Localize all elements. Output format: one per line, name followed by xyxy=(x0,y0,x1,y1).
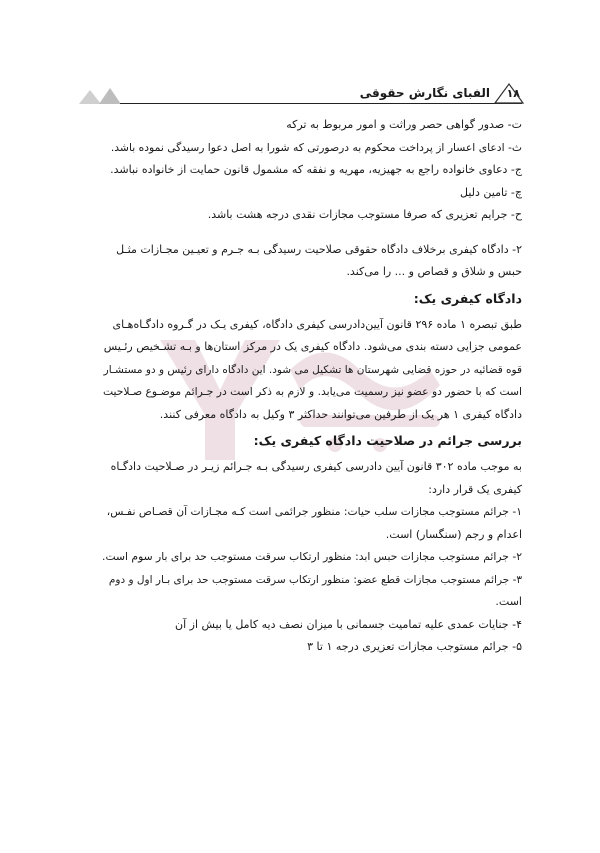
paragraph-line: عمومی جزایی دسته بندی می‌شود. دادگاه کیفری یک در مرکز استان‌ها و بـه تشـخیص رئـیس xyxy=(103,340,522,353)
book-title: الفبای نگارش حقوقی xyxy=(359,86,490,100)
paragraph-line: طبق تبصره ۱ ماده ۲۹۶ قانون آیین‌دادرسی کیفری دادگاه، کیفری یـک در گـروه دادگـاه‌هـای xyxy=(112,317,522,331)
header-rule xyxy=(120,103,522,104)
paragraph-line: ۲- دادگاه کیفری برخلاف دادگاه حقوقی صلاحیت رسیدگی بـه جـرم و تعیـین مجـازات مثـل xyxy=(116,242,522,256)
list-item: اعدام و رجم (سنگسار) است. xyxy=(385,527,522,541)
list-item: ۳- جرائم مستوجب مجازات قطع عضو: منظور ارتکاب سرقت مستوجب حد برای بـار اول و دوم xyxy=(108,573,522,586)
section-heading: دادگاه کیفری یک: xyxy=(413,290,522,306)
list-item: ث- ادعای اعسار از پرداخت محکوم به درصورتی که شورا به اصل دعوا رسیدگی نموده باشد. xyxy=(110,140,522,154)
list-item: ت- صدور گواهی حصر وراثت و امور مربوط به ترکه xyxy=(286,118,522,131)
page-body xyxy=(102,114,522,659)
list-item: ح- جرایم تعزیری که صرفا مستوجب مجازات نقدی درجه هشت باشد. xyxy=(207,208,522,221)
paragraph-line: قوه قضائیه در حوزه قضایی شهرستان ها تشکیل می شود. این دادگاه دارای رئیس و دو مستشـار xyxy=(103,363,522,376)
list-item: ۲- جرائم مستوجب مجازات حبس ابد: منظور ارتکاب سرقت مستوجب حد برای بار سوم است. xyxy=(102,550,522,563)
page-number: ۱۸ xyxy=(506,87,520,100)
triangle-ornament-icon xyxy=(79,88,123,104)
paragraph-line: حبس و شلاق و قصاص و ... را می‌کند. xyxy=(346,265,522,278)
list-item: ۱- جرائم مستوجب مجازات سلب حیات: منظور جرائمی است کـه مجـازات آن قصـاص نفـس، xyxy=(106,505,522,518)
list-item: است. xyxy=(495,595,522,608)
paragraph-line: است که با حضور دو عضو نیز رسمیت می‌یابد. و لازم به ذکر است در جـرائم موضـوع صـلاحیت xyxy=(102,385,522,398)
list-item: چ- تامین دلیل xyxy=(460,185,522,199)
list-item: ۵- جرائم مستوجب مجازات تعزیری درجه ۱ تا ۳ xyxy=(307,640,522,653)
section-heading: بررسی جرائم در صلاحیت دادگاه کیفری یک: xyxy=(253,433,522,448)
paragraph-line: به موجب ماده ۳۰۲ قانون آیین دادرسی کیفری رسیدگی بـه جـرائم زیـر در صـلاحیت دادگـاه xyxy=(110,460,522,473)
list-item: ۴- جنایات عمدی علیه تمامیت جسمانی با میزان نصف دیه کامل یا بیش از آن xyxy=(175,617,522,631)
paragraph-line: کیفری یک قرار دارد: xyxy=(428,482,522,496)
list-item: ج- دعاوی خانواده راجع به جهیزیه، مهریه و نفقه که مشمول قانون حمایت از خانواده نباشد. xyxy=(110,163,522,176)
paragraph-line: دادگاه کیفری ۱ هر یک از طرفین می‌توانند حداکثر ۳ وکیل به دادگاه معرفی کنند. xyxy=(159,407,522,421)
triangle-outline-icon xyxy=(493,82,525,104)
